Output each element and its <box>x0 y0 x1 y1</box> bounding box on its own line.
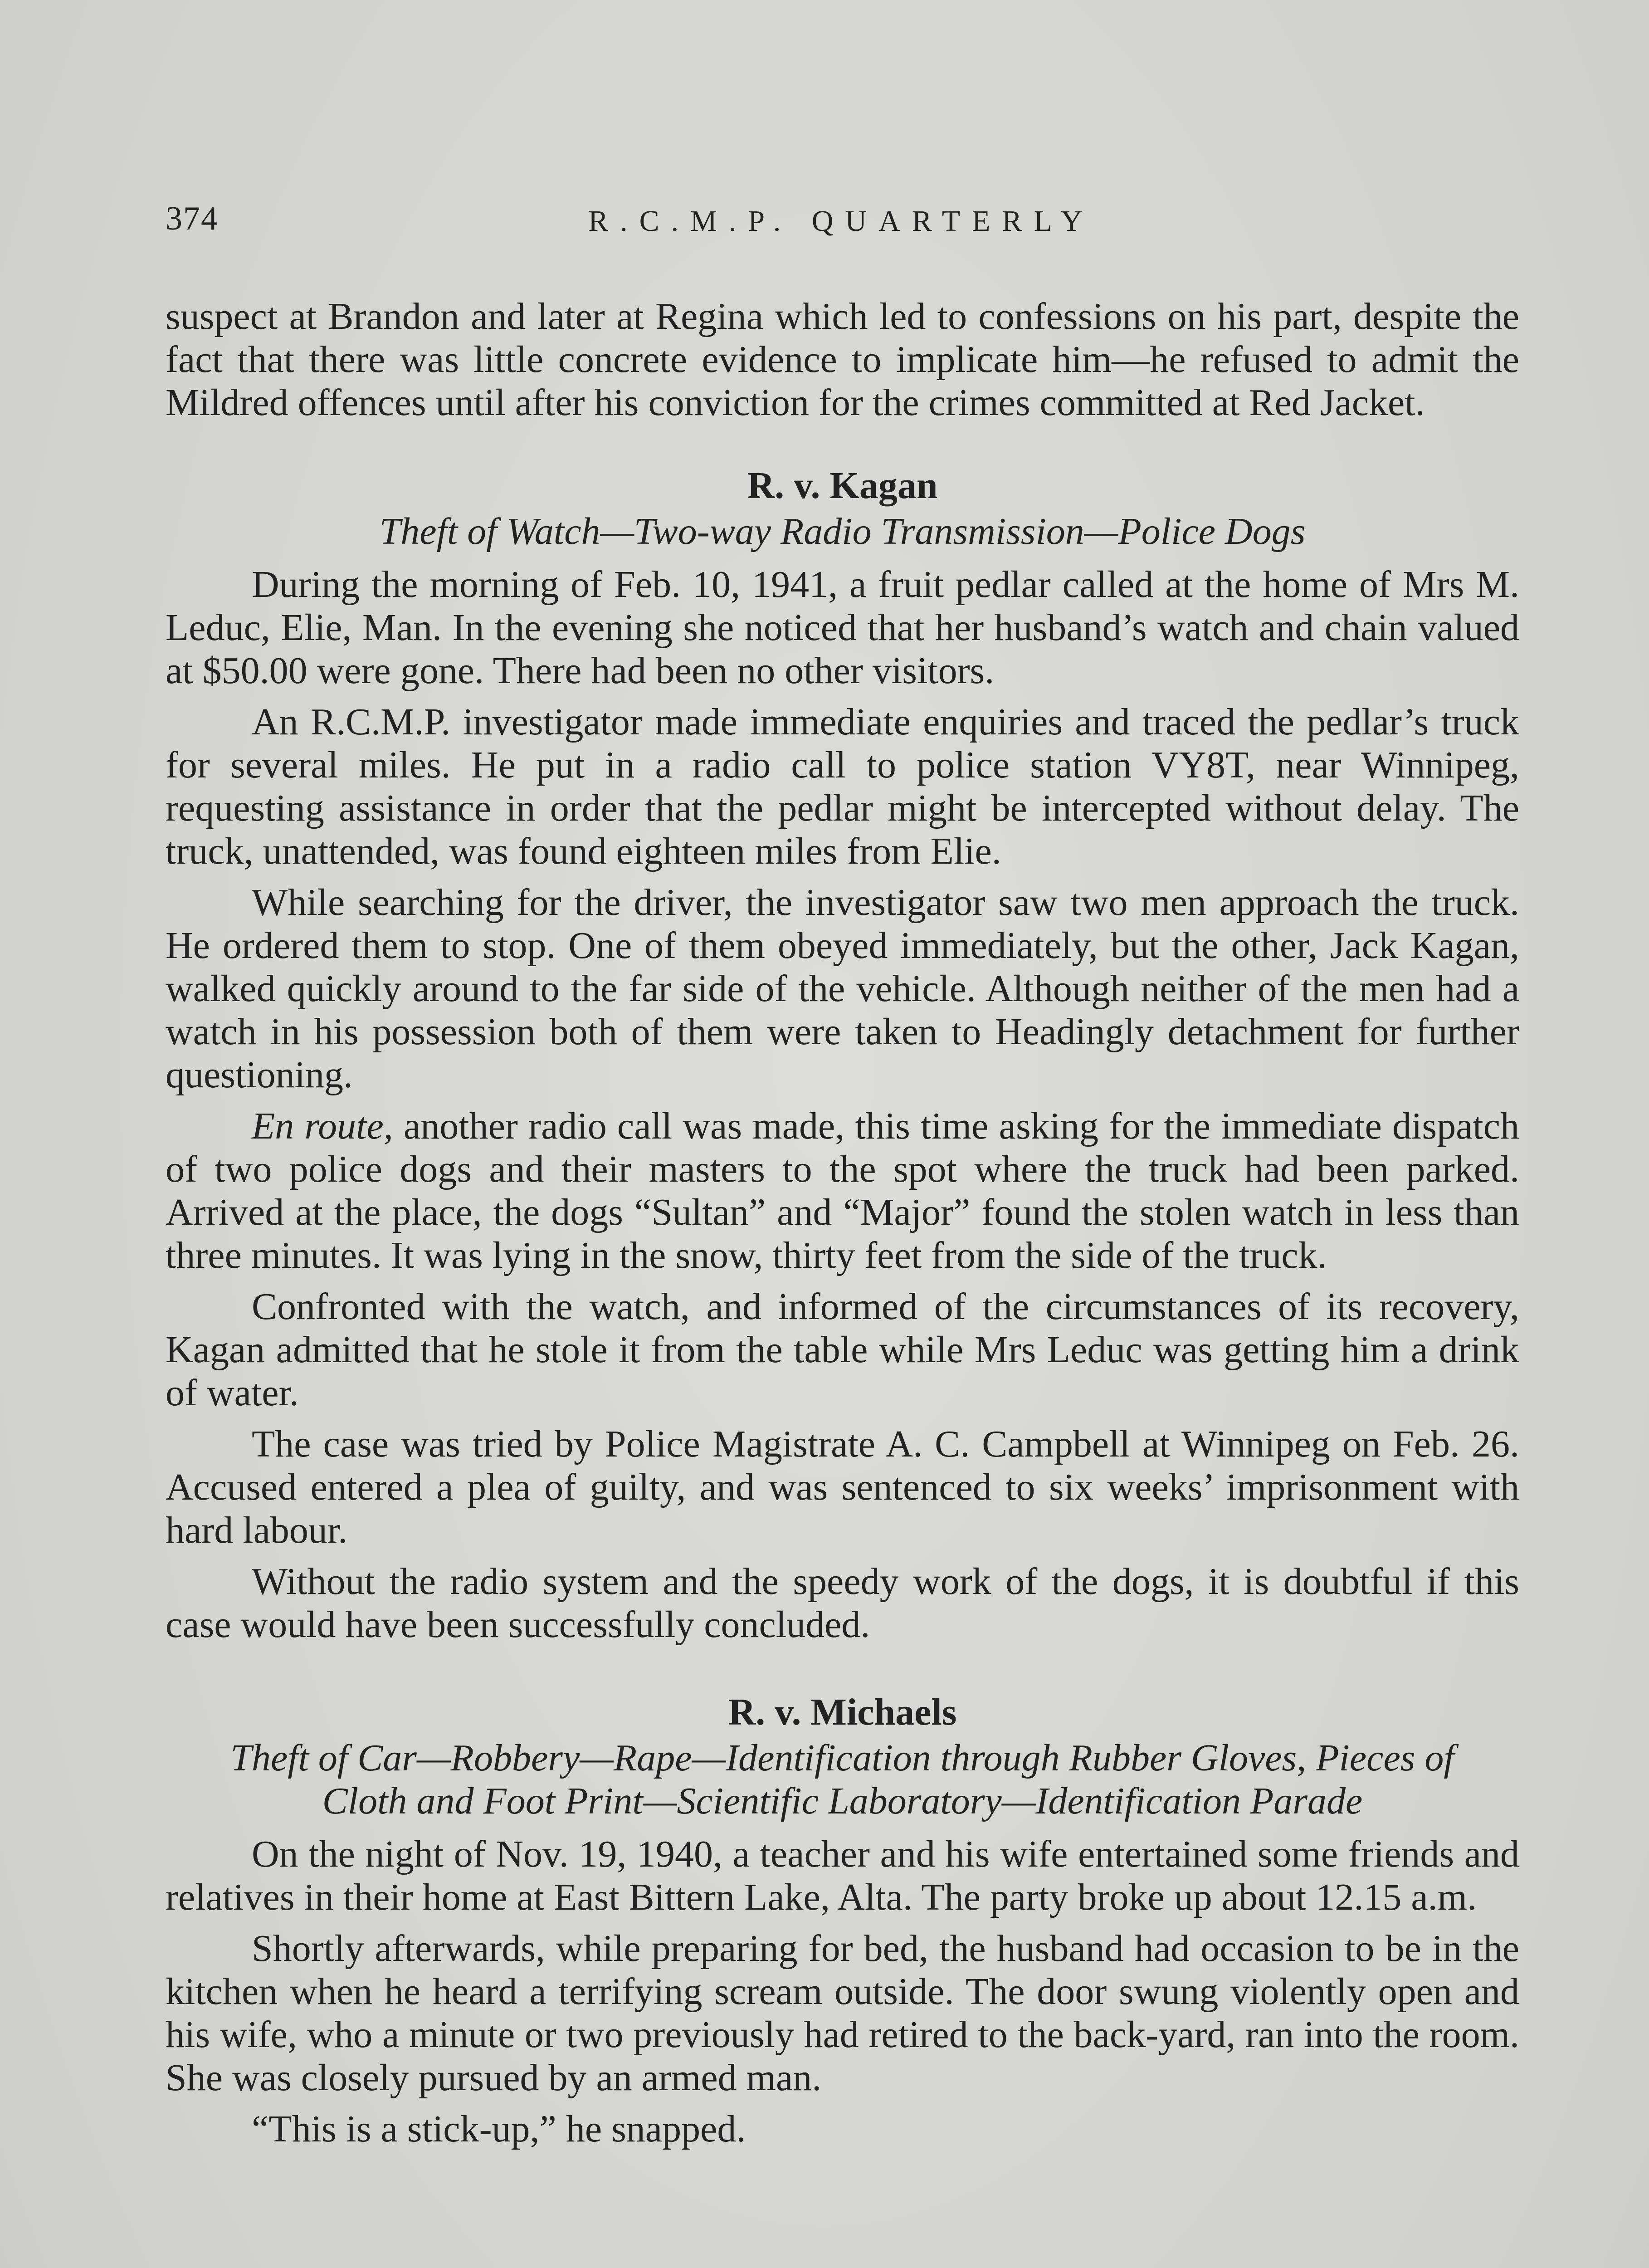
paragraph-en-route <box>166 1105 1519 1277</box>
paragraph: Confronted with the watch, and informed of the circumstances of its recovery, Kagan admitted that he stole it from the table while Mrs Leduc was getting him a drink of water. <box>166 1286 1519 1414</box>
paragraph-intro: suspect at Brandon and later at Regina which led to confessions on his part, despite the fact that there was little concrete evidence to implicate him—he refused to admit the Mildred offences until after his conviction for the crimes committed at Red Jacket. <box>166 295 1519 424</box>
article-body <box>166 295 1519 2159</box>
paragraph: Without the radio system and the speedy work of the dogs, it is doubtful if this case would have been successfully concluded. <box>166 1560 1519 1646</box>
case-subtitle-michaels: Theft of Car—Robbery—Rape—Identification through Rubber Gloves, Pieces of Cloth and Foot Print—Scientific Laboratory—Identification Parade <box>230 1737 1454 1822</box>
paragraph: On the night of Nov. 19, 1940, a teacher and his wife entertained some friends and relatives in their home at East Bittern Lake, Alta. The party broke up about 12.15 a.m. <box>166 1833 1519 1918</box>
page-header <box>166 200 1517 254</box>
paragraph: Shortly afterwards, while preparing for bed, the husband had occasion to be in the kitchen when he heard a terrifying scream outside. The door swung violently open and his wife, who a minute or two previously had retired to the back-yard, ran into the room. She was closely pursued by an armed man. <box>166 1927 1519 2099</box>
running-title: R.C.M.P. QUARTERLY <box>588 205 1094 238</box>
page-number: 374 <box>166 200 219 237</box>
paragraph: While searching for the driver, the investigator saw two men approach the truck. He ordered them to stop. One of them obeyed immediately, but the other, Jack Kagan, walked quickly around to the far side of the vehicle. Although neither of the men had a watch in his possession both of them were taken to Headingly detachment for further questioning. <box>166 881 1519 1096</box>
case-heading-michaels: R. v. Michaels <box>728 1691 957 1733</box>
italic-phrase: En route, <box>252 1105 393 1147</box>
paragraph: The case was tried by Police Magistrate A. C. Campbell at Winnipeg on Feb. 26. Accused entered a plea of guilty, and was sentenced to six weeks’ imprisonment with hard labour. <box>166 1423 1519 1551</box>
paragraph: An R.C.M.P. investigator made immediate enquiries and traced the pedlar’s truck for several miles. He put in a radio call to police station VY8T, near Winnipeg, requesting assistance in order that the pedlar might be intercepted without delay. The truck, unattended, was found eighteen miles from Elie. <box>166 701 1519 872</box>
case-subtitle-kagan: Theft of Watch—Two-way Radio Transmission—Police Dogs <box>379 510 1306 552</box>
paragraph-text: another radio call was made, this time asking for the immediate dispatch of two police dogs and their masters to the spot where the truck had been parked. Arrived at the place, the dogs “Sultan” and “Major” found the stolen watch in less than three minutes. It was lying in the snow, thirty feet from the side of the truck. <box>166 1105 1519 1276</box>
paragraph: “This is a stick-up,” he snapped. <box>252 2108 746 2150</box>
paragraph: During the morning of Feb. 10, 1941, a fruit pedlar called at the home of Mrs M. Leduc, Elie, Man. In the evening she noticed that her husband’s watch and chain valued at $50.00 were gone. There had been no other visitors. <box>166 563 1519 692</box>
case-heading-kagan: R. v. Kagan <box>747 464 938 507</box>
